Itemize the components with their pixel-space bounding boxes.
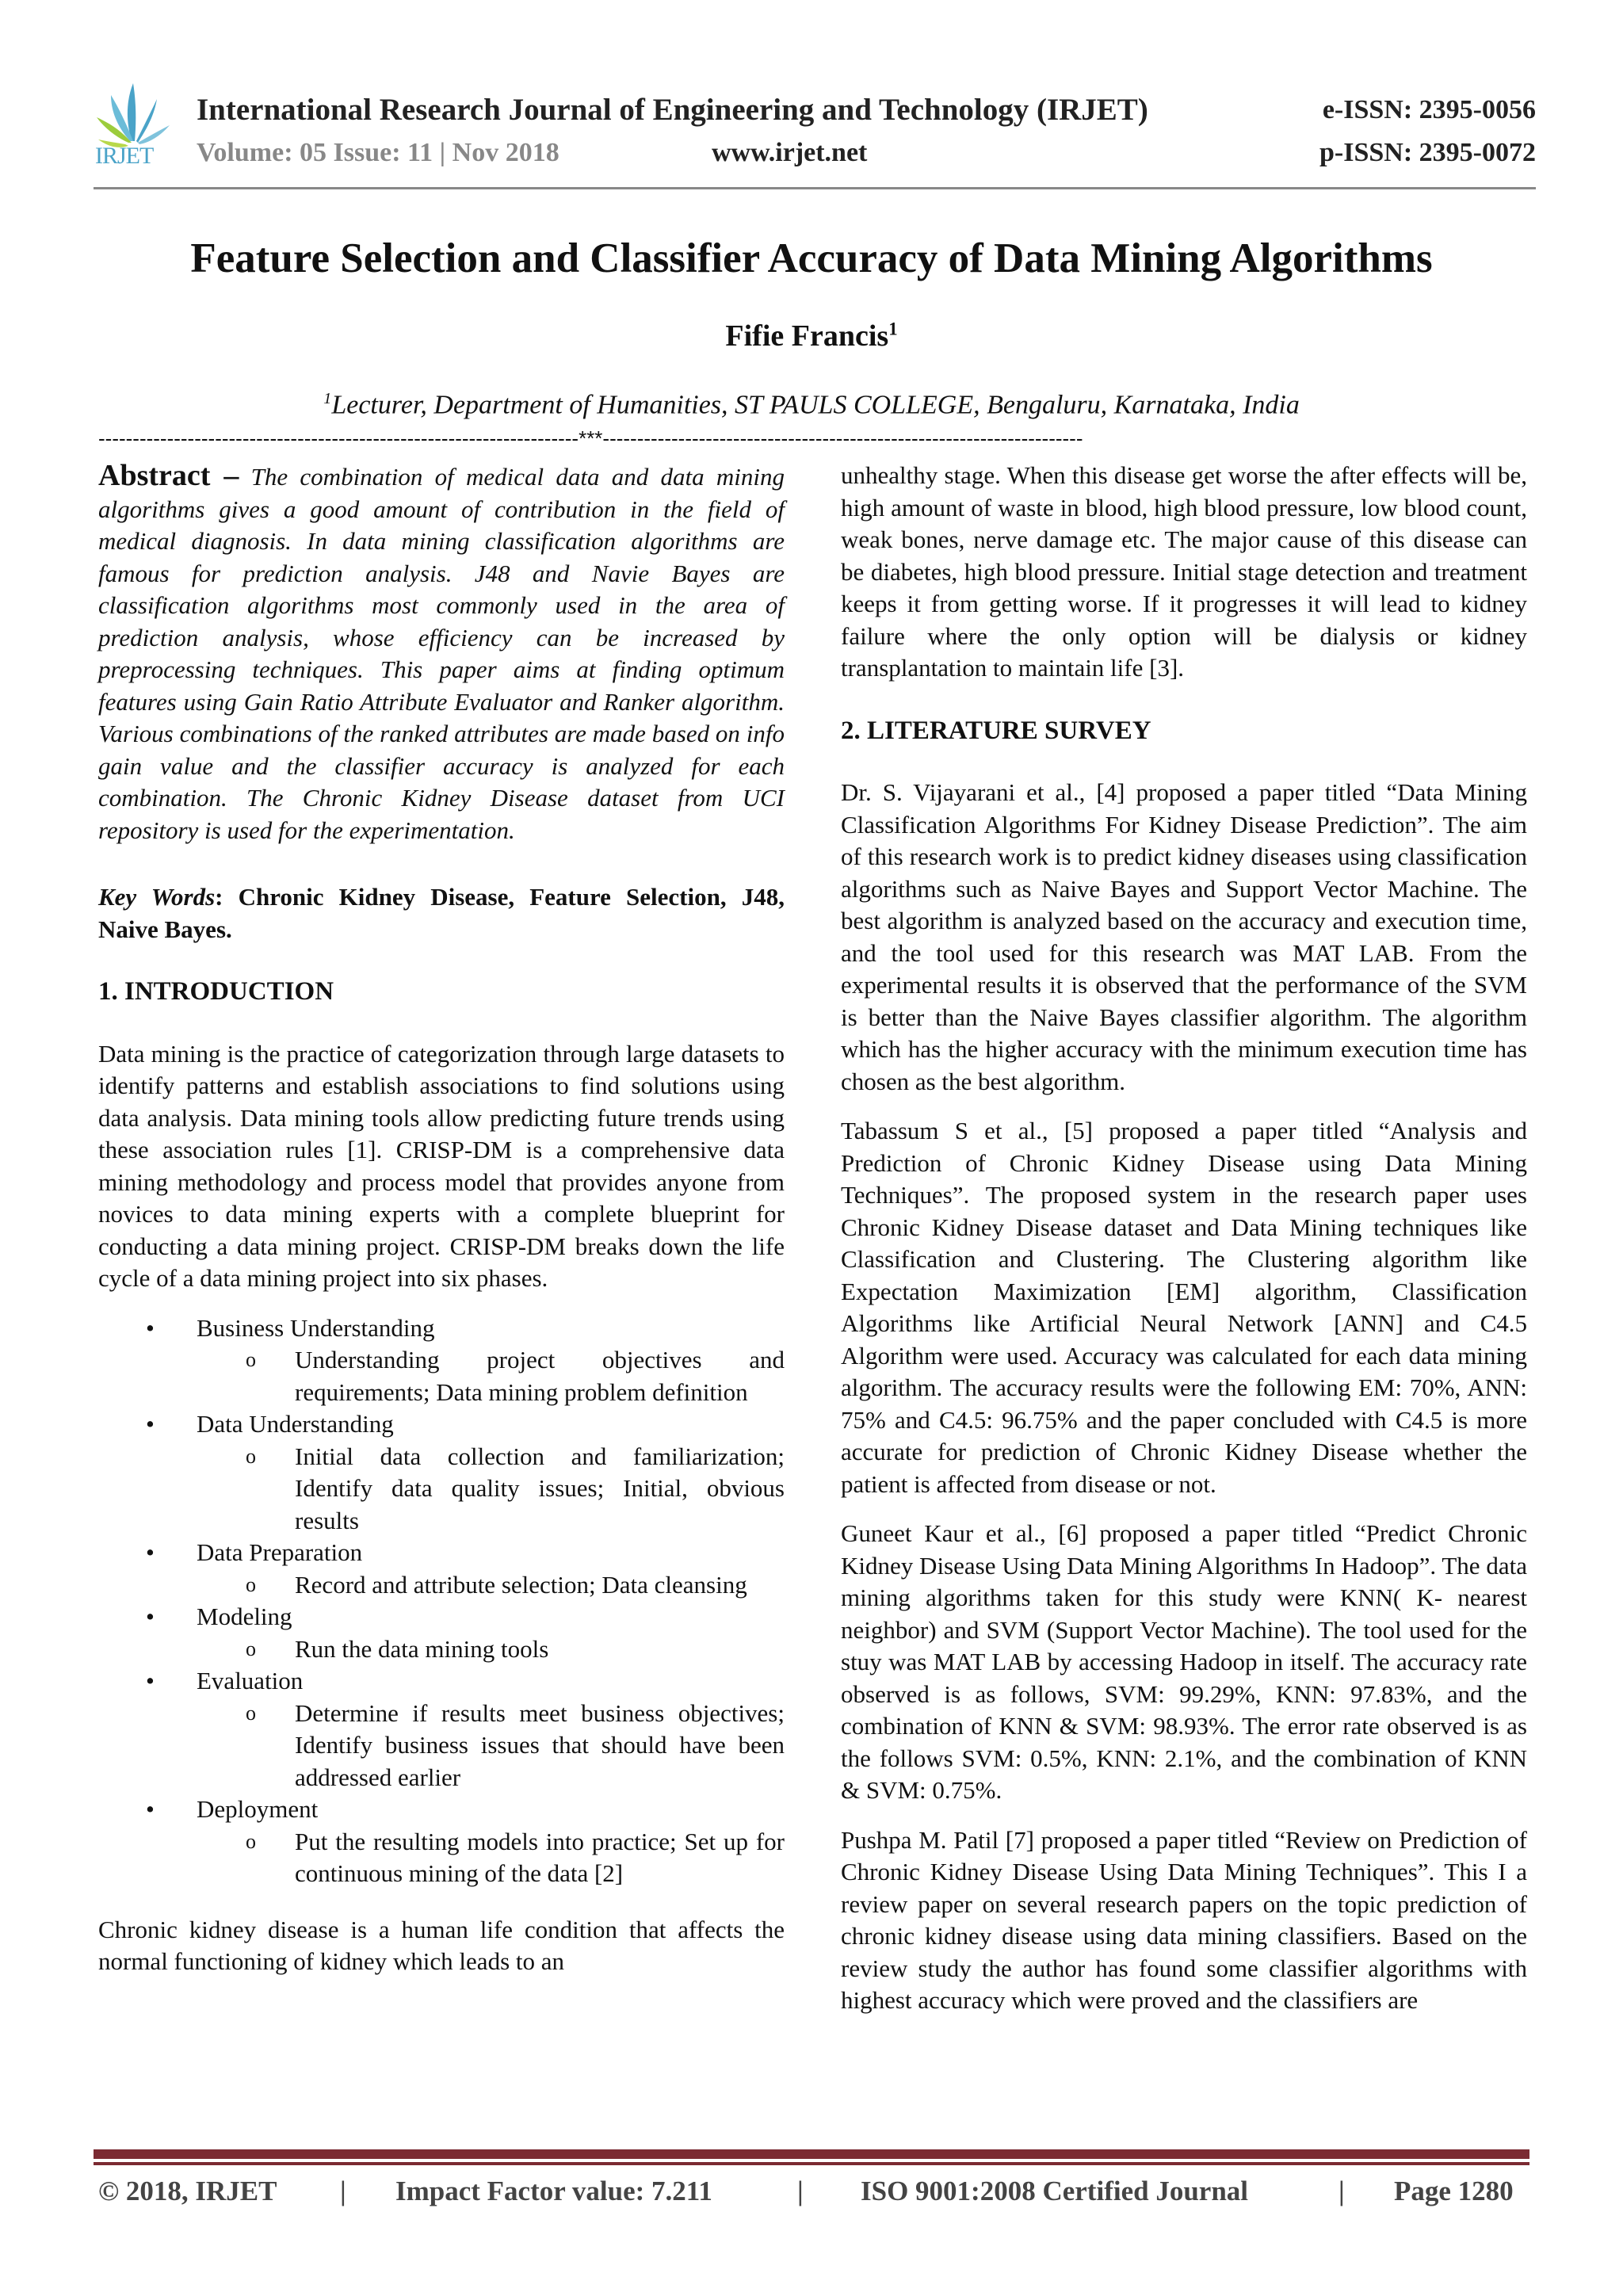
phase-detail: o Determine if results meet business objectives; Identify business issues that should have been addressed earlier [197,1698,785,1794]
phase-detail: o Put the resulting models into practice; Set up for continuous mining of the data [2] [197,1826,785,1890]
phase-item [98,1537,785,1601]
journal-website-link[interactable]: www.irjet.net [712,138,868,167]
phase-item [98,1408,785,1537]
literature-paragraph: Guneet Kaur et al., [6] proposed a paper titled “Predict Chronic Kidney Disease Using Data Mining Algorithms In Hadoop”. The data mining algorithms taken for this study were KNN( K- nearest neighbor) and SVM (Support Vector Machine). The tool used for the stuy was MAT LAB by accessing Hadoop in itself. The accuracy rate observed is as follows, SVM: 99.29%, KNN: 97.83%, and the combination of KNN & SVM: 98.93%. The error rate observed is as the follows SVM: 0.5%, KNN: 2.1%, and the combination of KNN & SVM: 0.75%. [841,1519,1527,1804]
author-name [0,319,1623,353]
footer-separator: | [1338,2176,1345,2206]
section-heading-introduction: 1. INTRODUCTION [98,977,334,1006]
keywords [98,881,785,946]
phase-detail: o Record and attribute selection; Data cleansing [197,1569,785,1602]
phase-detail: o Run the data mining tools [197,1633,785,1666]
right-column [841,460,1527,2034]
footer-iso: ISO 9001:2008 Certified Journal [861,2176,1249,2206]
affiliation-superscript: 1 [323,390,332,407]
phase-name: Data Understanding [197,1410,394,1438]
phase-name: Evaluation [197,1667,304,1694]
author-text: Fifie Francis [725,319,889,353]
phase-item [98,1601,785,1665]
phase-item [98,1794,785,1890]
journal-header [94,79,1536,190]
left-column [98,460,785,1996]
phase-name: Modeling [197,1603,292,1630]
phase-item [98,1312,785,1409]
footer-impact-factor: Impact Factor value: 7.211 [395,2176,712,2206]
intro-paragraph: Data mining is the practice of categorization through large datasets to identify patterns and establish associations to find solutions using data analysis. Data mining tools allow predicting future trends using these association rules [1]. CRISP-DM is a comprehensive data mining methodology and process model that provides anyone from novices to data mining experts with a complete blueprint for conducting a data mining project. CRISP-DM breaks down the life cycle of a data mining project into six phases. [98,1039,785,1292]
keywords-label: Key Words [98,883,216,911]
intro-paragraph: Chronic kidney disease is a human life condition that affects the normal functioning of kidney which leads to an [98,1915,785,1975]
intro-continued-paragraph: unhealthy stage. When this disease get worse the after effects will be, high amount of waste in blood, high blood pressure, low blood count, weak bones, nerve damage etc. The major cause of this disease can be diabetes, high blood pressure. Initial stage detection and treatment keeps it from getting worse. If it progresses it will lead to kidney failure where the only option will be dialysis or kidney transplantation to maintain life [3]. [841,461,1527,682]
phase-name: Business Understanding [197,1313,435,1342]
footer-copyright: © 2018, IRJET [98,2176,277,2206]
section-heading-literature-survey: 2. LITERATURE SURVEY [841,716,1151,745]
logo-text: IRJET [95,143,154,169]
footer-bar [94,2149,1529,2159]
footer-separator: | [340,2176,346,2206]
volume-issue: Volume: 05 Issue: 11 | Nov 2018 [197,138,559,167]
paper-title: Feature Selection and Classifier Accuracy of Data Mining Algorithms [190,235,1433,281]
pissn: p-ISSN: 2395-0072 [1319,138,1536,167]
literature-paragraph: Pushpa M. Patil [7] proposed a paper titled “Review on Prediction of Chronic Kidney Disease Using Data Mining Techniques”. This I a review paper on several research papers on the topic prediction of chronic kidney disease using data mining classifiers. Based on the review study the author has found some classifier algorithms with highest accuracy which were proved and the classifiers are [841,1825,1527,2014]
journal-title: International Research Journal of Engineering and Technology (IRJET) [197,93,1148,127]
literature-paragraph: Tabassum S et al., [5] proposed a paper titled “Analysis and Prediction of Chronic Kidney Disease using Data Mining Techniques”. The proposed system in the research paper uses Chronic Kidney Disease dataset and Data Mining techniques like Classification and Clustering. The Clustering algorithm like Expectation Maximization [EM] algorithm, Classification Algorithms like Artificial Neural Network [ANN] and C4.5 Algorithm were used. Accuracy was calculated for each data mining algorithm. The accuracy results were the following EM: 70%, ANN: 75% and C4.5: 96.75% and the paper concluded with C4.5 is more accurate for prediction of Chronic Kidney Disease whether the patient is affected from disease or not. [841,1117,1527,1498]
eissn: e-ISSN: 2395-0056 [1322,95,1536,124]
phase-detail: o Understanding project objectives and requirements; Data mining problem definition [197,1344,785,1408]
footer-separator: | [797,2176,804,2206]
author-affiliation [0,390,1623,420]
footer-bar-thin [94,2162,1529,2165]
literature-paragraph: Dr. S. Vijayarani et al., [4] proposed a paper titled “Data Mining Classification Algorithms For Kidney Disease Prediction”. The aim of this research work is to predict kidney diseases using classification algorithms such as Naive Bayes and Support Vector Machine. The best algorithm is analyzed based on the accuracy and execution time, and the tool used for this research was MAT LAB. From the experimental results it is observed that the performance of the SVM is better than the Naive Bayes classifier algorithm. The algorithm which has the higher accuracy with the minimum execution time has chosen as the best algorithm. [841,778,1527,1095]
phase-detail: o Initial data collection and familiarization; Identify data quality issues; Initial, obvious results [197,1441,785,1538]
phase-name: Deployment [197,1795,319,1823]
footer-page-number: Page 1280 [1394,2176,1514,2206]
abstract [98,460,785,846]
keywords-text: Chronic Kidney Disease, Feature Selection, J48, Naive Bayes. [98,883,785,943]
separator-line: ----------------------------------------------------------------------***---------------------------------------------------------------------- [98,426,1083,450]
abstract-text: The combination of medical data and data mining algorithms gives a good amount of contribution in the field of medical diagnosis. In data mining classification algorithms are famous for prediction analysis. J48 and Navie Bayes are classification algorithms most commonly used in the area of prediction analysis, whose efficiency can be increased by preprocessing techniques. This paper aims at finding optimum features using Gain Ratio Attribute Evaluator and Ranker algorithm. Various combinations of the ranked attributes are made based on info gain value and the classifier accuracy is analyzed for each combination. The Chronic Kidney Disease dataset from UCI repository is used for the experimentation. [98,463,785,844]
affiliation-text: Lecturer, Department of Humanities, ST PAULS COLLEGE, Bengaluru, Karnataka, India [331,390,1300,420]
author-superscript: 1 [888,319,898,339]
header-divider [94,187,1536,189]
crisp-dm-phase-list [98,1312,785,1890]
keywords-separator: : [215,883,239,911]
abstract-heading: Abstract – [98,459,239,492]
phase-name: Data Preparation [197,1538,363,1566]
phase-item [98,1665,785,1794]
